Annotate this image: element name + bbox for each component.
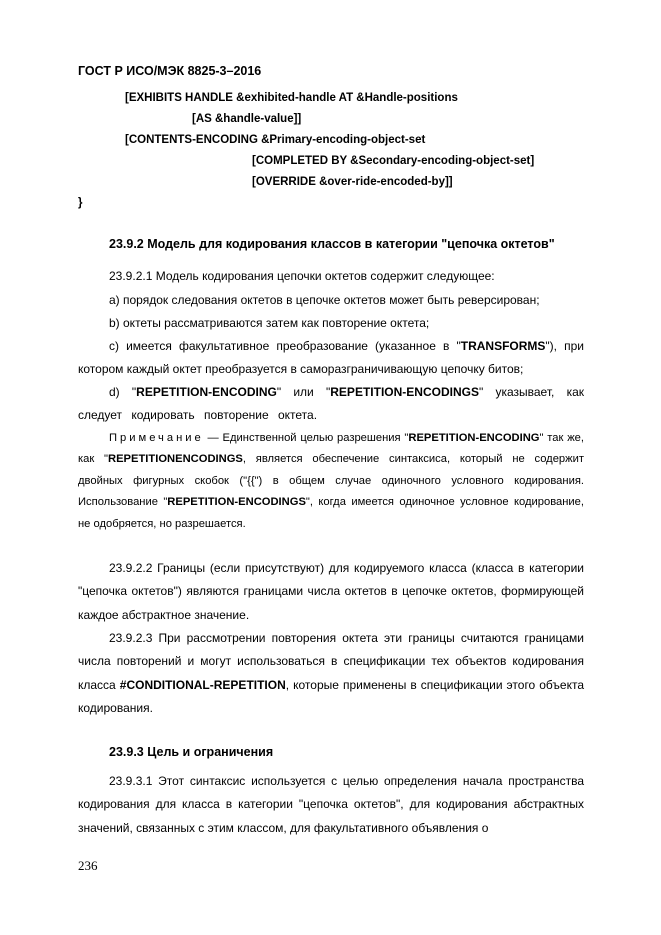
paragraph-23-9-2-3-text: 23.9.2.3 При рассмотрении повторения октета эти границы считаются границами числа повторений и могут использоваться в спецификации тех объектов кодирования класса	[78, 631, 584, 692]
paragraph-23-9-2-3	[78, 627, 584, 721]
note-label: Примечание	[109, 432, 204, 444]
note-block	[78, 428, 584, 535]
list-item-d-text: d) "	[109, 385, 137, 399]
list-item-a: a) порядок следования октетов в цепочке октетов может быть реверсирован;	[109, 293, 540, 307]
code-line-3: [CONTENTS-ENCODING &Primary-encoding-object-set	[125, 134, 426, 146]
list-item-b: b) октеты рассматриваются затем как повторение октета;	[109, 316, 430, 330]
note-text-3: , является обеспечение синтаксиса, который не содержит двойных фигурных скобок ("{{") в общем случае одиночного условного кодирования. Использование "	[78, 453, 584, 509]
note-keyword-1: REPETITION-ENCODING	[408, 432, 540, 444]
code-line-5: [OVERRIDE &over-ride-encoded-by]]	[252, 176, 453, 188]
note-keyword-3: REPETITION-ENCODINGS	[167, 496, 306, 509]
note-text-1: — Единственной целью разрешения "	[203, 432, 409, 444]
list-item-d	[78, 381, 584, 428]
section-heading-23-9-2: 23.9.2 Модель для кодирования классов в категории "цепочка октетов"	[109, 237, 555, 251]
list-item-c-text-end: "), при котором каждый октет преобразуется в саморазграничивающую цепочку битов;	[78, 339, 584, 377]
paragraph-23-9-2-2	[78, 557, 584, 627]
repetition-encoding-keyword: REPETITION-ENCODING	[136, 385, 277, 399]
page-number: 236	[78, 858, 98, 873]
conditional-repetition-keyword: #CONDITIONAL-REPETITION	[119, 677, 286, 692]
note-text-4: ", когда имеется одиночное условное кодирование, не одобряется, но разрешается.	[78, 496, 584, 530]
list-item-d-mid: " или "	[276, 385, 331, 399]
list-item-c	[78, 335, 584, 382]
list-item-c-text: c) имеется факультативное преобразование (указанное в "	[109, 339, 461, 353]
repetition-encodings-keyword: REPETITION-ENCODINGS	[330, 385, 479, 399]
paragraph-23-9-2-2-text: 23.9.2.2 Границы (если присутствуют) для кодируемого класса (класса в категории "цепочка октетов") являются границами числа октетов в цепочке октетов, формирующей каждое абстрактное значение.	[78, 561, 584, 622]
document-header: ГОСТ Р ИСО/МЭК 8825-3–2016	[78, 64, 262, 78]
transforms-keyword: TRANSFORMS	[460, 339, 546, 353]
paragraph-23-9-3-1-text: 23.9.3.1 Этот синтаксис используется с целью определения начала пространства кодирования для класса в категории "цепочка октетов", для кодирования абстрактных значений, связанных с этим классом, для факультативного объявления о	[78, 774, 584, 835]
note-keyword-2: REPETITIONENCODINGS	[108, 453, 243, 466]
list-item-d-text-end: " указывает, как следует кодировать повторение октета.	[78, 385, 584, 423]
code-line-2: [AS &handle-value]]	[192, 113, 302, 125]
paragraph-23-9-2-1: 23.9.2.1 Модель кодирования цепочки октетов содержит следующее:	[109, 269, 495, 283]
section-heading-23-9-3: 23.9.3 Цель и ограничения	[109, 745, 274, 759]
code-closing-brace: }	[78, 197, 83, 209]
paragraph-23-9-2-3-text-end: , которые применены в спецификации этого объекта кодирования.	[78, 677, 584, 716]
paragraph-23-9-3-1	[78, 770, 584, 840]
code-line-4: [COMPLETED BY &Secondary-encoding-object-set]	[252, 155, 535, 167]
note-text-2: " так же, как "	[78, 432, 585, 466]
code-line-1: [EXHIBITS HANDLE &exhibited-handle AT &Handle-positions	[125, 92, 458, 104]
